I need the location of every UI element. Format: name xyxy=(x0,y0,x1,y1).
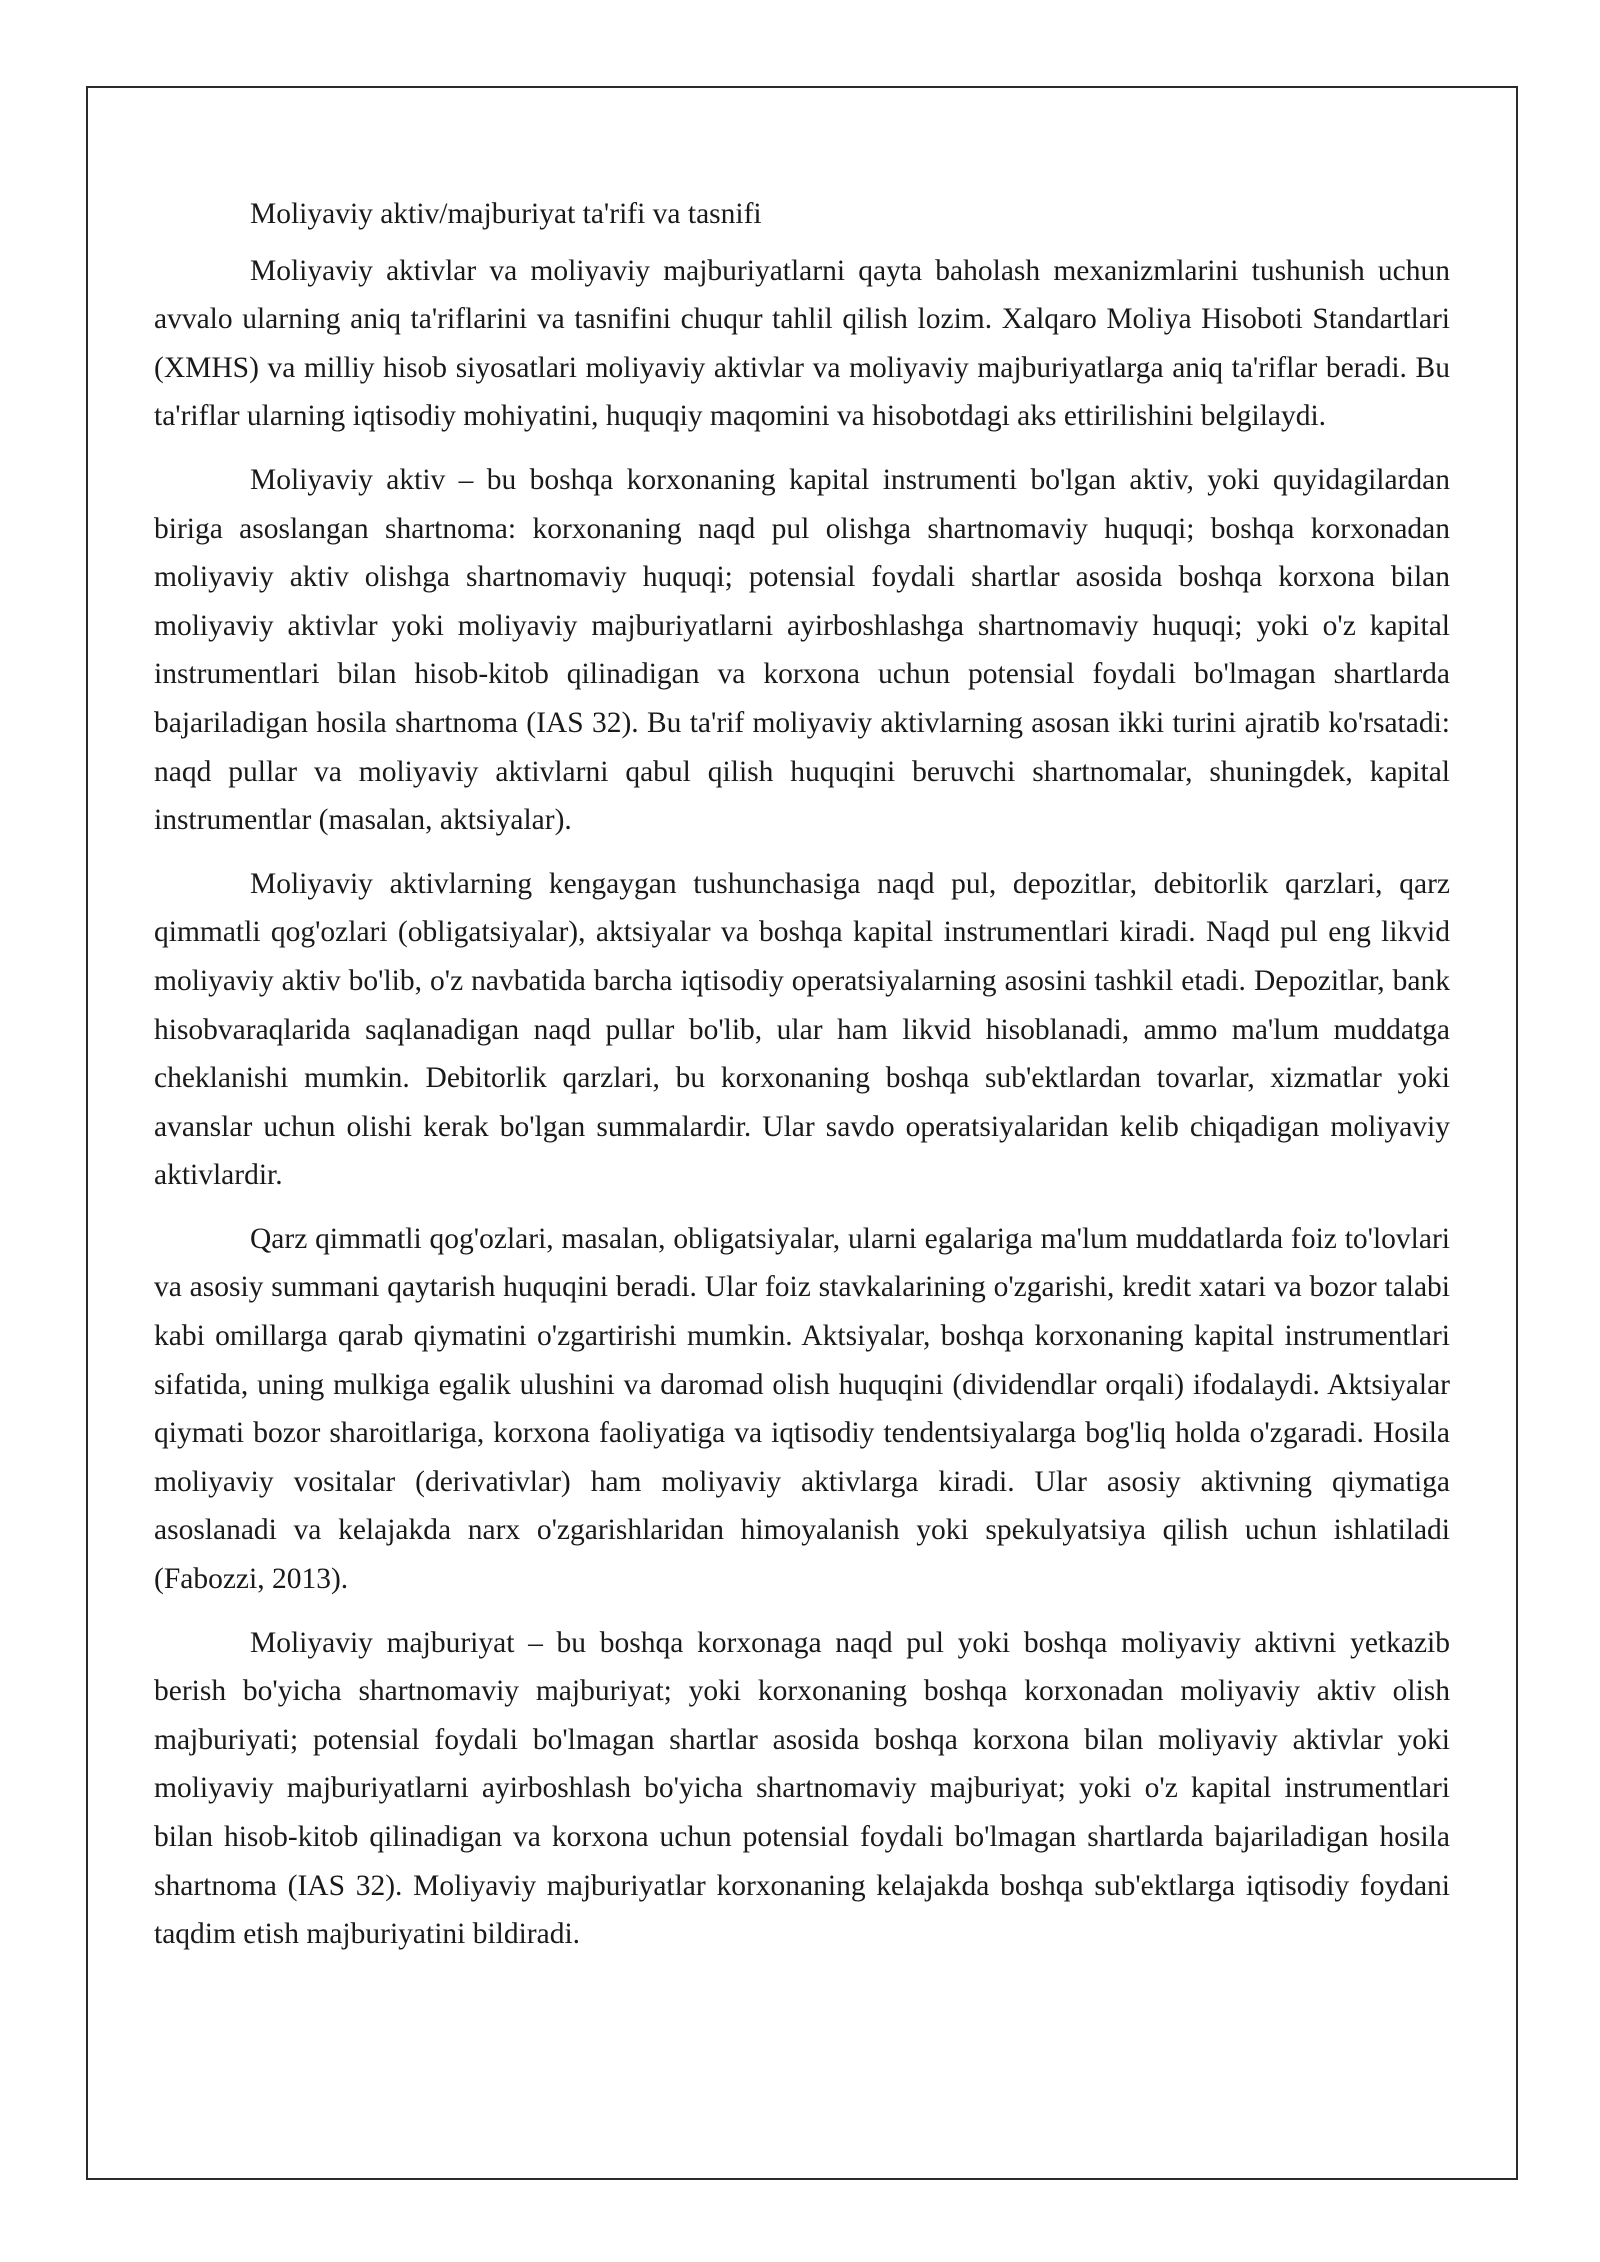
paragraph-debt-securities-and-shares: Qarz qimmatli qog'ozlari, masalan, obligatsiyalar, ularni egalariga ma'lum muddatlarda foiz to'lovlari va asosiy summani qaytarish huquqini beradi. Ular foiz stavkalarining o'zgarishi, kredit xatari va bozor talabi kabi omillarga qarab qiymatini o'zgartirishi mumkin. Aktsiyalar, boshqa korxonaning kapital instrumentlari sifatida, uning mulkiga egalik ulushini va daromad olish huquqini (dividendlar orqali) ifodalaydi. Aktsiyalar qiymati bozor sharoitlariga, korxona faoliyatiga va iqtisodiy tendentsiyalarga bog'liq holda o'zgaradi. Hosila moliyaviy vositalar (derivativlar) ham moliyaviy aktivlarga kiradi. Ular asosiy aktivning qiymatiga asoslanadi va kelajakda narx o'zgarishlaridan himoyalanish yoki spekulyatsiya qilish uchun ishlatiladi (Fabozzi, 2013). xyxy=(154,1222,1450,1596)
paragraph-financial-asset-definition: Moliyaviy aktiv – bu boshqa korxonaning kapital instrumenti bo'lgan aktiv, yoki quyidagilardan biriga asoslangan shartnoma: korxonaning naqd pul olishga shartnomaviy huquqi; boshqa korxonadan moliyaviy aktiv olishga shartnomaviy huquqi; potensial foydali shartlar asosida boshqa korxona bilan moliyaviy aktivlar yoki moliyaviy majburiyatlarni ayirboshlashga shartnomaviy huquqi; yoki o'z kapital instrumentlari bilan hisob-kitob qilinadigan va korxona uchun potensial foydali bo'lmagan shartlarda bajariladigan hosila shartnoma (IAS 32). Bu ta'rif moliyaviy aktivlarning asosan ikki turini ajratib ko'rsatadi: naqd pullar va moliyaviy aktivlarni qabul qilish huquqini beruvchi shartnomalar, shuningdek, kapital instrumentlar (masalan, aktsiyalar). xyxy=(154,463,1450,837)
paragraph-financial-asset-types: Moliyaviy aktivlarning kengaygan tushunchasiga naqd pul, depozitlar, debitorlik qarzlari, qarz qimmatli qog'ozlari (obligatsiyalar), aktsiyalar va boshqa kapital instrumentlari kiradi. Naqd pul eng likvid moliyaviy aktiv bo'lib, o'z navbatida barcha iqtisodiy operatsiyalarning asosini tashkil etadi. Depozitlar, bank hisobvaraqlarida saqlanadigan naqd pullar bo'lib, ular ham likvid hisoblanadi, ammo ma'lum muddatga cheklanishi mumkin. Debitorlik qarzlari, bu korxonaning boshqa sub'ektlardan tovarlar, xizmatlar yoki avanslar uchun olishi kerak bo'lgan summalardir. Ular savdo operatsiyalaridan kelib chiqadigan moliyaviy aktivlardir. xyxy=(154,867,1450,1192)
document-body xyxy=(154,190,1450,1974)
paragraph-intro: Moliyaviy aktivlar va moliyaviy majburiyatlarni qayta baholash mexanizmlarini tushunish uchun avvalo ularning aniq ta'riflarini va tasnifini chuqur tahlil qilish lozim. Xalqaro Moliya Hisoboti Standartlari (XMHS) va milliy hisob siyosatlari moliyaviy aktivlar va moliyaviy majburiyatlarga aniq ta'riflar beradi. Bu ta'riflar ularning iqtisodiy mohiyatini, huquqiy maqomini va hisobotdagi aks ettirilishini belgilaydi. xyxy=(154,254,1450,433)
paragraph-financial-liability-definition: Moliyaviy majburiyat – bu boshqa korxonaga naqd pul yoki boshqa moliyaviy aktivni yetkazib berish bo'yicha shartnomaviy majburiyat; yoki korxonaning boshqa korxonadan moliyaviy aktiv olish majburiyati; potensial foydali bo'lmagan shartlar asosida boshqa korxona bilan moliyaviy aktivlar yoki moliyaviy majburiyatlarni ayirboshlash bo'yicha shartnomaviy majburiyat; yoki o'z kapital instrumentlari bilan hisob-kitob qilinadigan va korxona uchun potensial foydali bo'lmagan shartlarda bajariladigan hosila shartnoma (IAS 32). Moliyaviy majburiyatlar korxonaning kelajakda boshqa sub'ektlarga iqtisodiy foydani taqdim etish majburiyatini bildiradi. xyxy=(154,1626,1450,1951)
section-heading: Moliyaviy aktiv/majburiyat ta'rifi va tasnifi xyxy=(250,198,762,230)
